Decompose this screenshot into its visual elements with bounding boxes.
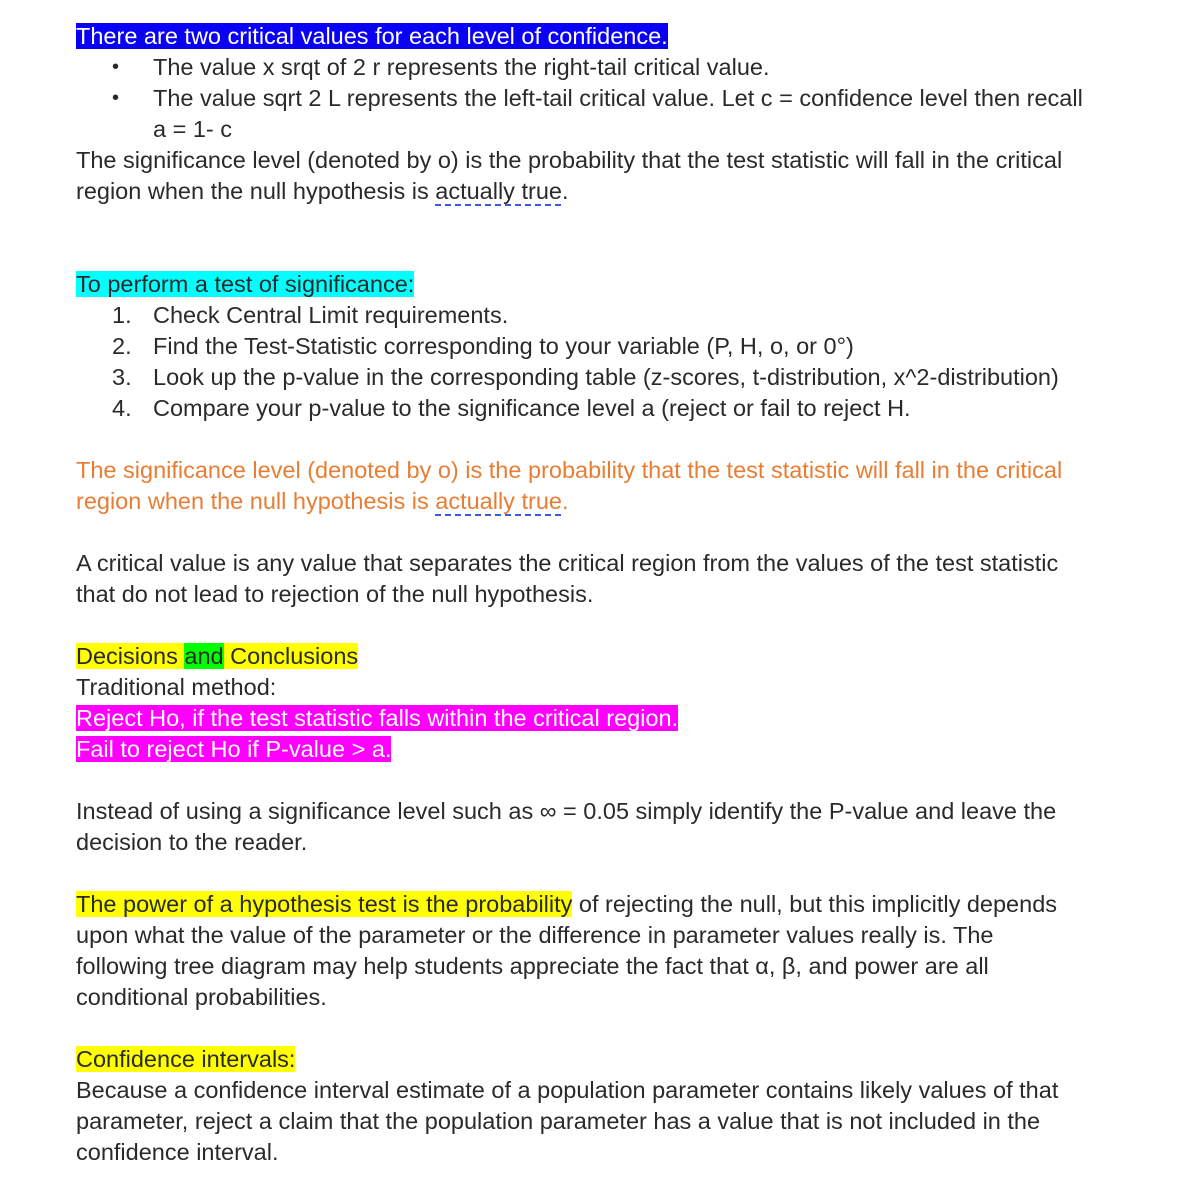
decisions-heading-line <box>76 641 1156 672</box>
step-number: 3. <box>112 364 132 390</box>
paragraph-text: Instead of using a significance level such as ∞ = 0.05 simply identify the P-value and leave the <box>76 798 1057 824</box>
critical-values-heading: There are two critical values for each level of confidence. <box>76 23 668 49</box>
significance-test-heading-line <box>76 269 1156 300</box>
significance-paragraph-line <box>76 176 1156 207</box>
critical-value-paragraph-line <box>76 579 1156 610</box>
power-highlight: The power of a hypothesis test is the probability <box>76 891 573 917</box>
decisions-heading-part: Conclusions <box>223 643 359 669</box>
step-number: 4. <box>112 395 132 421</box>
decisions-heading-part: Decisions <box>76 643 185 669</box>
bullet-marker: • <box>112 56 120 78</box>
numbered-step <box>76 362 1156 393</box>
spellcheck-underlined-text: actually true <box>435 178 562 204</box>
step-number: 1. <box>112 302 132 328</box>
power-paragraph-line <box>76 982 1156 1013</box>
significance-test-heading: To perform a test of significance: <box>76 271 415 297</box>
power-paragraph-line <box>76 920 1156 951</box>
step-text: Compare your p-value to the significance level a (reject or fail to reject H. <box>153 395 911 421</box>
paragraph-text: A critical value is any value that separates the critical region from the values of the test statistic <box>76 550 1059 576</box>
step-text: Check Central Limit requirements. <box>153 302 509 328</box>
confidence-paragraph-line <box>76 1106 1156 1137</box>
confidence-intervals-heading-line <box>76 1044 1156 1075</box>
orange-paragraph-line <box>76 486 1156 517</box>
step-number: 2. <box>112 333 132 359</box>
paragraph-text: of rejecting the null, but this implicitly depends <box>572 891 1058 917</box>
critical-value-paragraph-line <box>76 548 1156 579</box>
document-body <box>76 21 1156 1168</box>
paragraph-text: . <box>561 488 569 514</box>
decisions-heading-part: and <box>184 643 224 669</box>
traditional-method-line <box>76 672 1156 703</box>
significance-paragraph-line <box>76 145 1156 176</box>
bullet-text: The value sqrt 2 L represents the left-tail critical value. Let c = confidence level then recall <box>153 85 1083 111</box>
spellcheck-underlined-text: actually true <box>435 488 562 514</box>
numbered-step <box>76 331 1156 362</box>
numbered-step <box>76 300 1156 331</box>
confidence-paragraph-line <box>76 1137 1156 1168</box>
paragraph-text: region when the null hypothesis is <box>76 178 436 204</box>
traditional-method-label: Traditional method: <box>76 674 277 700</box>
bullet-item <box>76 83 1156 114</box>
paragraph-text: that do not lead to rejection of the null hypothesis. <box>76 581 594 607</box>
decision-rule-line <box>76 703 1156 734</box>
paragraph-text: The significance level (denoted by o) is the probability that the test statistic will fall in the critical <box>76 147 1063 173</box>
decision-rule: Reject Ho, if the test statistic falls within the critical region. <box>76 705 679 731</box>
pvalue-paragraph-line <box>76 827 1156 858</box>
paragraph-text: parameter, reject a claim that the population parameter has a value that is not included in the <box>76 1108 1041 1134</box>
paragraph-text: . <box>561 178 569 204</box>
paragraph-text: conditional probabilities. <box>76 984 327 1010</box>
decision-rule-line <box>76 734 1156 765</box>
paragraph-text: following tree diagram may help students appreciate the fact that α, β, and power are all <box>76 953 989 979</box>
decision-rule: Fail to reject Ho if P-value > a. <box>76 736 392 762</box>
orange-paragraph-line <box>76 455 1156 486</box>
paragraph-text: Because a confidence interval estimate of a population parameter contains likely values of that <box>76 1077 1059 1103</box>
bullet-marker: • <box>112 87 120 109</box>
numbered-step <box>76 393 1156 424</box>
bullet-continuation-text: a = 1- c <box>153 116 233 142</box>
power-paragraph-line <box>76 951 1156 982</box>
bullet-item <box>76 52 1156 83</box>
paragraph-text: decision to the reader. <box>76 829 308 855</box>
confidence-intervals-heading: Confidence intervals: <box>76 1046 296 1072</box>
paragraph-text: region when the null hypothesis is <box>76 488 436 514</box>
critical-values-heading-line <box>76 21 1156 52</box>
confidence-paragraph-line <box>76 1075 1156 1106</box>
paragraph-text: confidence interval. <box>76 1139 279 1165</box>
paragraph-text: upon what the value of the parameter or the difference in parameter values really is. The <box>76 922 994 948</box>
power-paragraph-line <box>76 889 1156 920</box>
bullet-continuation <box>76 114 1156 145</box>
paragraph-text: The significance level (denoted by o) is the probability that the test statistic will fall in the critical <box>76 457 1063 483</box>
step-text: Find the Test-Statistic corresponding to your variable (P, H, o, or 0°) <box>153 333 854 359</box>
pvalue-paragraph-line <box>76 796 1156 827</box>
bullet-text: The value x srqt of 2 r represents the right-tail critical value. <box>153 54 770 80</box>
step-text: Look up the p-value in the corresponding table (z-scores, t-distribution, x^2-distribution) <box>153 364 1059 390</box>
